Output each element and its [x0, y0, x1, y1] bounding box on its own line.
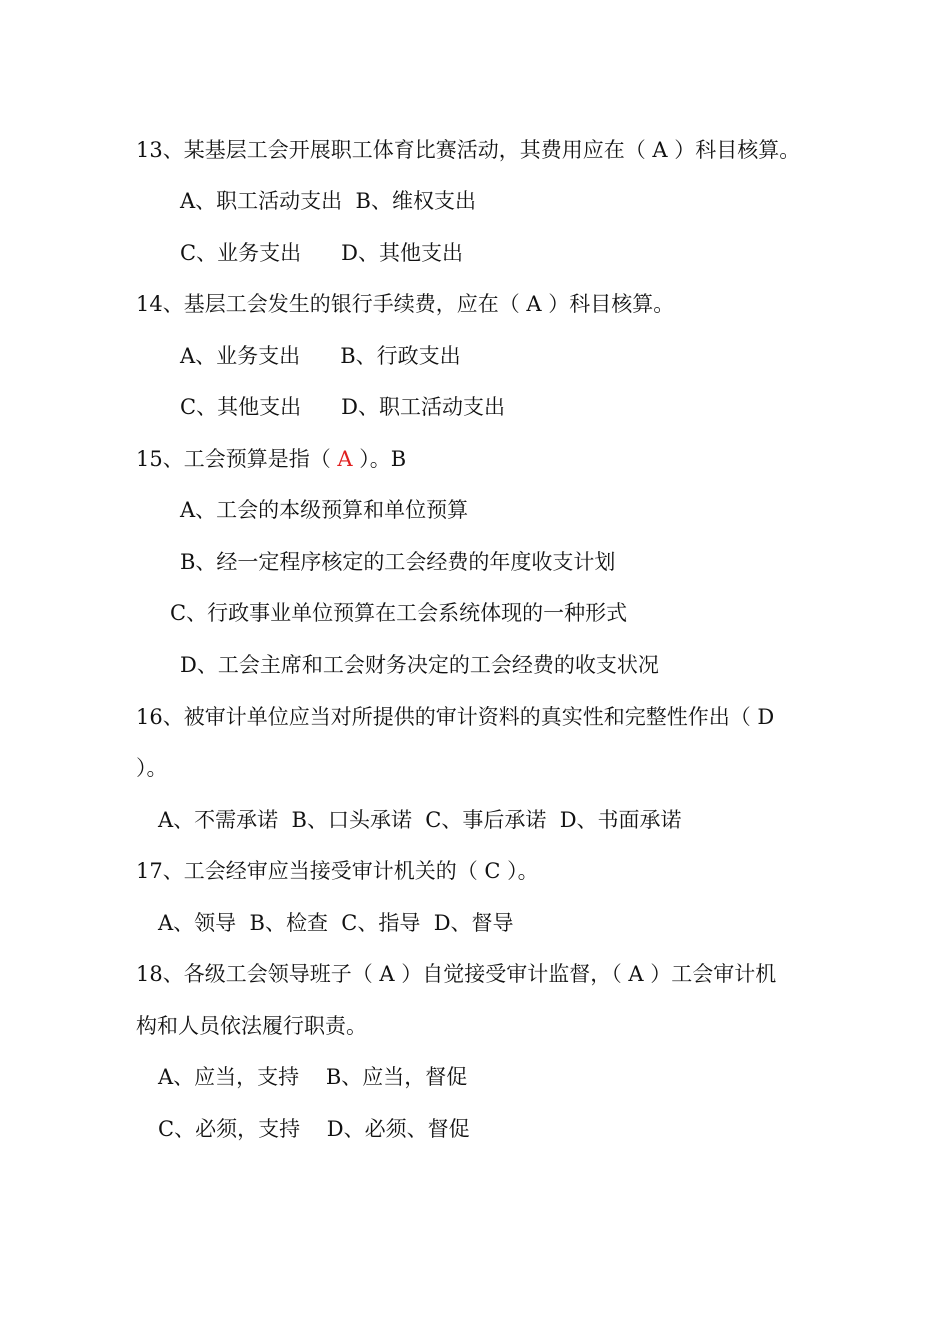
question-16-options: A、不需承诺 B、口头承诺 C、事后承诺 D、书面承诺 — [158, 808, 682, 832]
question-16-stem-line2: ）。 — [136, 756, 168, 780]
question-17-options: A、领导 B、检查 C、指导 D、督导 — [158, 911, 514, 935]
question-13-options-ab: A、职工活动支出 B、维权支出 — [180, 189, 476, 213]
question-14-options-ab: A、业务支出 B、行政支出 — [180, 344, 461, 368]
question-15-stem-suffix: ）。B — [352, 447, 407, 471]
question-13-stem: 13、某基层工会开展职工体育比赛活动，其费用应在（ A ）科目核算。 — [136, 138, 801, 162]
question-15-stem — [136, 446, 406, 472]
question-15-stem-prefix: 15、工会预算是指（ — [136, 447, 338, 471]
question-18-options-ab: A、应当，支持 B、应当，督促 — [158, 1065, 468, 1089]
question-14-options-cd: C、其他支出 D、职工活动支出 — [180, 395, 505, 419]
question-15-option-c: C、行政事业单位预算在工会系统体现的一种形式 — [170, 601, 628, 625]
question-15-option-d: D、工会主席和工会财务决定的工会经费的收支状况 — [180, 653, 659, 677]
question-14-stem: 14、基层工会发生的银行手续费，应在（ A ）科目核算。 — [136, 292, 675, 316]
question-13-options-cd: C、业务支出 D、其他支出 — [180, 241, 463, 265]
question-18-stem-line2: 构和人员依法履行职责。 — [136, 1014, 367, 1038]
question-17-stem: 17、工会经审应当接受审计机关的（ C ）。 — [136, 859, 539, 883]
question-15-option-b: B、经一定程序核定的工会经费的年度收支计划 — [180, 550, 616, 574]
question-16-stem-line1: 16、被审计单位应当对所提供的审计资料的真实性和完整性作出（ D — [136, 705, 775, 729]
question-18-options-cd: C、必须，支持 D、必须、督促 — [158, 1117, 470, 1141]
question-18-stem-line1: 18、各级工会领导班子（ A ）自觉接受审计监督，（ A ）工会审计机 — [136, 962, 777, 986]
question-15-answer-highlight: A — [337, 447, 353, 471]
question-15-option-a: A、工会的本级预算和单位预算 — [180, 498, 469, 522]
